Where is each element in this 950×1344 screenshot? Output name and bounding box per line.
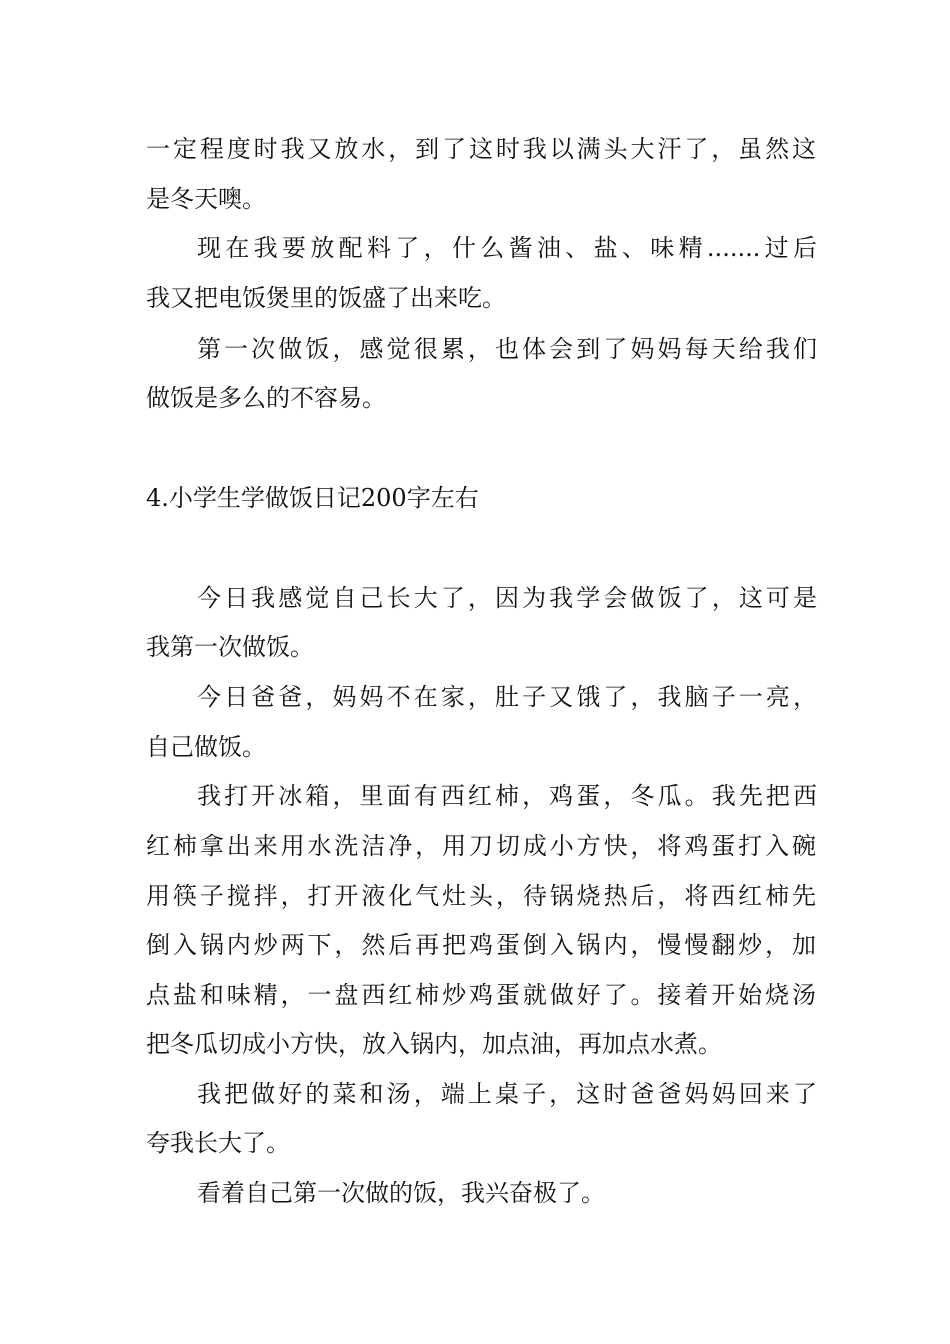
paragraph-1-line-1: 一定程度时我又放水，到了这时我以满头大汗了，虽然这: [146, 135, 816, 163]
paragraph-2-line-1: 现在我要放配料了，什么酱油、盐、味精.......过后: [197, 234, 817, 262]
diary-paragraph-3-line-5: 点盐和味精，一盘西红柿炒鸡蛋就做好了。接着开始烧汤: [146, 981, 816, 1009]
paragraph-1-line-2: 是冬天噢。: [146, 185, 266, 213]
paragraph-3-line-2: 做饭是多么的不容易。: [146, 384, 386, 412]
diary-paragraph-3-line-4: 倒入锅内炒两下，然后再把鸡蛋倒入锅内，慢慢翻炒，加: [146, 931, 816, 959]
paragraph-2-line-2: 我又把电饭煲里的饭盛了出来吃。: [146, 284, 506, 312]
diary-paragraph-4-line-1: 我把做好的菜和汤，端上桌子，这时爸爸妈妈回来了: [197, 1080, 817, 1108]
diary-paragraph-1-line-1: 今日我感觉自己长大了，因为我学会做饭了，这可是: [197, 584, 817, 612]
diary-paragraph-1-line-2: 我第一次做饭。: [146, 633, 314, 661]
diary-paragraph-3-line-1: 我打开冰箱，里面有西红柿，鸡蛋，冬瓜。我先把西: [197, 782, 817, 810]
diary-paragraph-3-line-6: 把冬瓜切成小方快，放入锅内，加点油，再加点水煮。: [146, 1030, 722, 1058]
diary-paragraph-4-line-2: 夸我长大了。: [146, 1129, 290, 1157]
diary-paragraph-3-line-3: 用筷子搅拌，打开液化气灶头，待锅烧热后，将西红柿先: [146, 882, 816, 910]
diary-paragraph-2-line-1: 今日爸爸，妈妈不在家，肚子又饿了，我脑子一亮，: [197, 683, 817, 711]
diary-paragraph-2-line-2: 自己做饭。: [146, 733, 266, 761]
diary-paragraph-3-line-2: 红柿拿出来用水洗洁净，用刀切成小方快，将鸡蛋打入碗: [146, 832, 816, 860]
section-heading: 4.小学生学做饭日记200字左右: [146, 484, 479, 512]
paragraph-3-line-1: 第一次做饭，感觉很累，也体会到了妈妈每天给我们: [197, 335, 817, 363]
diary-paragraph-5-line-1: 看着自己第一次做的饭，我兴奋极了。: [197, 1179, 605, 1207]
